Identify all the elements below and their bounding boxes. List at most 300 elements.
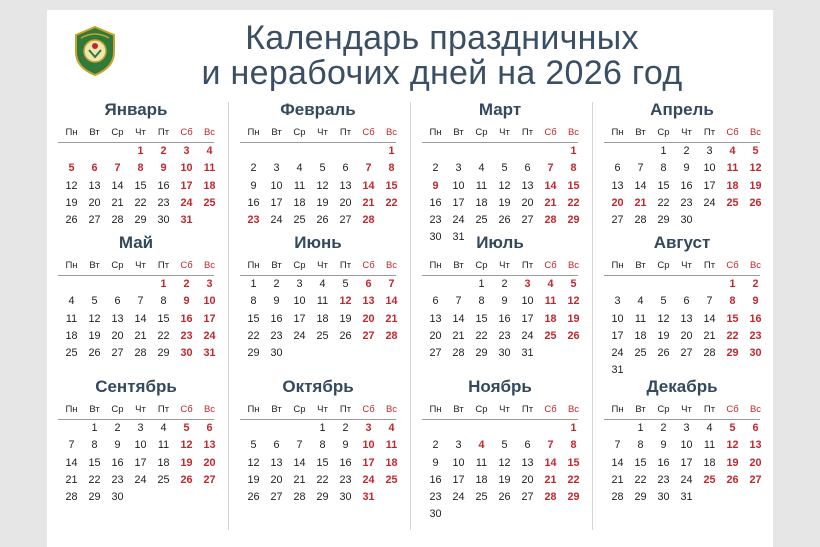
week-row [242, 455, 402, 472]
day-cell: 25 [475, 214, 488, 227]
column-divider [228, 102, 229, 530]
weekday-label: Вт [453, 260, 464, 272]
day-cell: 26 [726, 473, 739, 486]
day-cell: 20 [680, 329, 693, 342]
day-cell: 26 [498, 491, 511, 504]
weekday-header [60, 257, 220, 274]
day-cell: 21 [111, 196, 124, 209]
day-cell: 26 [247, 491, 260, 504]
day-cell: 20 [88, 196, 101, 209]
day-cell: 4 [296, 162, 303, 175]
day-cell: 16 [247, 196, 260, 209]
weekday-label: Вс [203, 404, 216, 416]
day-cell: 1 [637, 422, 644, 435]
day-cell: 29 [475, 347, 488, 360]
day-cell: 6 [342, 162, 349, 175]
day-cell: 31 [611, 364, 624, 377]
day-cell: 2 [501, 278, 508, 291]
day-cell: 9 [432, 456, 439, 469]
week-row [60, 293, 220, 310]
week-row [242, 293, 402, 310]
day-cell: 13 [362, 295, 375, 308]
day-cell: 26 [88, 347, 101, 360]
week-row [242, 160, 402, 177]
day-cell: 3 [706, 145, 713, 158]
weekday-label: Вт [635, 260, 646, 272]
day-cell: 14 [703, 312, 716, 325]
day-cell: 12 [88, 312, 101, 325]
day-cell: 28 [134, 347, 147, 360]
day-cell: 13 [749, 439, 762, 452]
day-cell: 2 [752, 278, 759, 291]
day-cell: 24 [452, 491, 465, 504]
week-row [60, 455, 220, 472]
day-cell: 25 [203, 196, 216, 209]
day-cell: 8 [250, 295, 257, 308]
day-cell: 11 [475, 456, 488, 469]
day-cell: 17 [703, 179, 716, 192]
day-cell: 15 [385, 179, 398, 192]
weekday-label: Вт [271, 127, 282, 139]
day-cell: 23 [247, 214, 260, 227]
day-cell: 29 [657, 214, 670, 227]
weekday-label: Ср [293, 127, 306, 139]
day-cell: 6 [752, 422, 759, 435]
day-cell: 13 [203, 439, 216, 452]
weekday-header [424, 401, 584, 418]
weekday-label: Вт [453, 404, 464, 416]
day-cell: 23 [749, 329, 762, 342]
day-cell: 22 [157, 329, 170, 342]
weekday-label: Сб [544, 260, 557, 272]
day-cell: 15 [247, 312, 260, 325]
day-cell: 6 [524, 439, 531, 452]
weekday-label: Чт [317, 404, 328, 416]
day-cell: 30 [111, 491, 124, 504]
day-cell: 25 [703, 473, 716, 486]
day-cell: 27 [111, 347, 124, 360]
week-row [424, 489, 584, 506]
day-cell: 7 [137, 295, 144, 308]
day-cell: 8 [660, 162, 667, 175]
day-cell: 11 [293, 179, 306, 192]
day-cell: 14 [544, 456, 557, 469]
day-cell: 30 [270, 347, 283, 360]
month-name: Август [653, 233, 711, 252]
day-cell: 15 [134, 179, 147, 192]
day-cell: 16 [429, 473, 442, 486]
day-cell: 31 [452, 231, 465, 244]
day-cell: 2 [250, 162, 257, 175]
day-cell: 25 [634, 347, 647, 360]
weekday-header [424, 124, 584, 141]
day-cell: 6 [114, 295, 121, 308]
day-cell: 4 [478, 439, 485, 452]
day-cell: 19 [247, 473, 260, 486]
weekday-label: Пт [703, 127, 716, 139]
day-cell: 16 [339, 456, 352, 469]
day-cell: 10 [680, 439, 693, 452]
day-cell: 8 [388, 162, 395, 175]
day-cell: 9 [273, 295, 280, 308]
week-row [242, 195, 402, 212]
weekday-label: Чт [135, 127, 146, 139]
weekday-label: Вс [749, 127, 762, 139]
weekday-label: Пн [429, 404, 442, 416]
day-cell: 19 [657, 329, 670, 342]
weekday-label: Чт [317, 260, 328, 272]
week-row [606, 345, 766, 362]
day-cell: 26 [316, 214, 329, 227]
day-cell: 5 [752, 145, 759, 158]
day-cell: 1 [91, 422, 98, 435]
day-cell: 15 [634, 456, 647, 469]
day-cell: 21 [65, 473, 78, 486]
day-cell: 15 [316, 456, 329, 469]
weekday-label: Пт [521, 127, 534, 139]
day-cell: 19 [749, 179, 762, 192]
day-cell: 25 [293, 214, 306, 227]
week-row [60, 472, 220, 489]
day-cell: 17 [521, 312, 534, 325]
day-cell: 8 [570, 162, 577, 175]
day-cell: 23 [429, 491, 442, 504]
day-cell: 5 [501, 162, 508, 175]
day-cell: 28 [544, 491, 557, 504]
weekday-label: Сб [726, 260, 739, 272]
day-cell: 3 [455, 439, 462, 452]
day-cell: 6 [365, 278, 372, 291]
month-block [52, 100, 220, 229]
weekday-label: Пн [611, 260, 624, 272]
day-cell: 5 [319, 162, 326, 175]
day-cell: 22 [316, 473, 329, 486]
day-cell: 10 [270, 179, 283, 192]
day-cell: 28 [111, 214, 124, 227]
day-cell: 21 [385, 312, 398, 325]
month-name: Июль [476, 233, 524, 252]
day-cell: 10 [703, 162, 716, 175]
month-block [598, 377, 766, 506]
day-cell: 7 [68, 439, 75, 452]
week-row [606, 437, 766, 454]
day-cell: 13 [88, 179, 101, 192]
day-cell: 27 [203, 473, 216, 486]
week-row [606, 143, 766, 160]
weekday-label: Чт [681, 260, 692, 272]
day-cell: 1 [319, 422, 326, 435]
day-cell: 14 [293, 456, 306, 469]
day-cell: 8 [637, 439, 644, 452]
weekday-label: Ср [475, 260, 488, 272]
week-row [424, 506, 584, 523]
day-cell: 23 [270, 329, 283, 342]
week-row [606, 311, 766, 328]
day-cell: 17 [611, 329, 624, 342]
day-cell: 28 [611, 491, 624, 504]
day-cell: 23 [157, 196, 170, 209]
weekday-label: Вс [567, 260, 580, 272]
weekday-label: Сб [362, 260, 375, 272]
day-cell: 21 [544, 196, 557, 209]
day-cell: 18 [157, 456, 170, 469]
day-cell: 8 [729, 295, 736, 308]
day-cell: 20 [521, 196, 534, 209]
week-row [606, 160, 766, 177]
weekday-label: Чт [135, 404, 146, 416]
week-row [424, 420, 584, 437]
day-cell: 21 [634, 196, 647, 209]
day-cell: 17 [452, 196, 465, 209]
day-cell: 14 [611, 456, 624, 469]
day-cell: 12 [339, 295, 352, 308]
day-cell: 3 [137, 422, 144, 435]
day-cell: 31 [680, 491, 693, 504]
week-row [242, 420, 402, 437]
weekday-label: Ср [657, 260, 670, 272]
day-cell: 19 [498, 196, 511, 209]
day-cell: 23 [339, 473, 352, 486]
day-cell: 22 [657, 196, 670, 209]
day-cell: 18 [293, 196, 306, 209]
weekday-label: Сб [180, 127, 193, 139]
day-cell: 12 [726, 439, 739, 452]
week-row [60, 311, 220, 328]
page-title-line-2: и нерабочих дней на 2026 год [201, 54, 683, 92]
week-row [424, 472, 584, 489]
day-cell: 25 [316, 329, 329, 342]
day-cell: 6 [273, 439, 280, 452]
weekday-label: Вт [635, 127, 646, 139]
day-cell: 16 [111, 456, 124, 469]
weekday-label: Ср [111, 127, 124, 139]
day-cell: 2 [432, 162, 439, 175]
day-cell: 6 [683, 295, 690, 308]
day-cell: 18 [475, 473, 488, 486]
day-cell: 8 [160, 295, 167, 308]
week-row [606, 178, 766, 195]
weekday-label: Вт [89, 404, 100, 416]
month-name: Февраль [280, 100, 356, 119]
month-block [598, 233, 766, 379]
day-cell: 4 [319, 278, 326, 291]
day-cell: 23 [111, 473, 124, 486]
day-cell: 7 [114, 162, 121, 175]
day-cell: 15 [157, 312, 170, 325]
week-row [424, 276, 584, 293]
weekday-label: Вс [203, 260, 216, 272]
day-cell: 31 [521, 347, 534, 360]
day-cell: 12 [316, 179, 329, 192]
day-cell: 4 [706, 422, 713, 435]
day-cell: 24 [203, 329, 216, 342]
day-cell: 8 [137, 162, 144, 175]
weekday-label: Пт [703, 404, 716, 416]
day-cell: 20 [203, 456, 216, 469]
day-cell: 16 [180, 312, 193, 325]
weekday-label: Пн [429, 260, 442, 272]
week-row [424, 328, 584, 345]
week-row [606, 293, 766, 310]
month-block [234, 377, 402, 506]
weekday-label: Ср [111, 404, 124, 416]
week-row [424, 143, 584, 160]
week-row [242, 276, 402, 293]
week-row [60, 276, 220, 293]
day-cell: 15 [475, 312, 488, 325]
day-cell: 22 [634, 473, 647, 486]
day-cell: 26 [65, 214, 78, 227]
month-name: Март [478, 100, 522, 119]
day-cell: 16 [680, 179, 693, 192]
day-cell: 30 [749, 347, 762, 360]
day-cell: 6 [206, 422, 213, 435]
day-cell: 16 [157, 179, 170, 192]
weekday-label: Пт [157, 404, 170, 416]
day-cell: 8 [319, 439, 326, 452]
week-row [606, 276, 766, 293]
day-cell: 7 [547, 439, 554, 452]
weekday-label: Вс [749, 404, 762, 416]
month-name: Сентябрь [95, 377, 177, 396]
day-cell: 5 [501, 439, 508, 452]
day-cell: 3 [273, 162, 280, 175]
month-name: Январь [104, 100, 168, 119]
day-cell: 11 [726, 162, 739, 175]
day-cell: 9 [160, 162, 167, 175]
week-row [60, 420, 220, 437]
day-cell: 27 [88, 214, 101, 227]
day-cell: 18 [726, 179, 739, 192]
day-cell: 28 [362, 214, 375, 227]
weekday-label: Сб [726, 404, 739, 416]
weekday-label: Чт [317, 127, 328, 139]
day-cell: 6 [524, 162, 531, 175]
week-row [60, 212, 220, 229]
week-row [424, 311, 584, 328]
day-cell: 15 [567, 179, 580, 192]
day-cell: 9 [683, 162, 690, 175]
day-cell: 30 [429, 508, 442, 521]
day-cell: 6 [614, 162, 621, 175]
day-cell: 3 [296, 278, 303, 291]
day-cell: 2 [683, 145, 690, 158]
day-cell: 17 [362, 456, 375, 469]
day-cell: 27 [611, 214, 624, 227]
weekday-label: Чт [681, 404, 692, 416]
day-cell: 27 [429, 347, 442, 360]
day-cell: 23 [680, 196, 693, 209]
day-cell: 18 [703, 456, 716, 469]
weekday-label: Пн [611, 404, 624, 416]
day-cell: 30 [180, 347, 193, 360]
day-cell: 15 [88, 456, 101, 469]
weekday-header [606, 401, 766, 418]
day-cell: 11 [316, 295, 329, 308]
day-cell: 16 [498, 312, 511, 325]
day-cell: 20 [270, 473, 283, 486]
day-cell: 4 [729, 145, 736, 158]
day-cell: 4 [160, 422, 167, 435]
day-cell: 9 [114, 439, 121, 452]
day-cell: 11 [203, 162, 216, 175]
day-cell: 21 [362, 196, 375, 209]
day-cell: 7 [365, 162, 372, 175]
week-row [606, 489, 766, 506]
week-row [424, 455, 584, 472]
day-cell: 11 [634, 312, 647, 325]
week-row [424, 195, 584, 212]
day-cell: 8 [478, 295, 485, 308]
day-cell: 14 [385, 295, 398, 308]
week-row [60, 345, 220, 362]
day-cell: 22 [385, 196, 398, 209]
week-row [606, 212, 766, 229]
day-cell: 21 [134, 329, 147, 342]
day-cell: 18 [316, 312, 329, 325]
month-block [416, 100, 584, 246]
day-cell: 19 [88, 329, 101, 342]
weekday-label: Сб [544, 127, 557, 139]
weekday-label: Пн [247, 127, 260, 139]
day-cell: 30 [680, 214, 693, 227]
day-cell: 5 [250, 439, 257, 452]
day-cell: 20 [111, 329, 124, 342]
week-row [606, 420, 766, 437]
day-cell: 17 [270, 196, 283, 209]
day-cell: 23 [180, 329, 193, 342]
day-cell: 21 [544, 473, 557, 486]
day-cell: 10 [362, 439, 375, 452]
weekday-label: Вс [567, 404, 580, 416]
day-cell: 9 [342, 439, 349, 452]
day-cell: 13 [429, 312, 442, 325]
weekday-label: Вс [567, 127, 580, 139]
day-cell: 14 [134, 312, 147, 325]
day-cell: 1 [660, 145, 667, 158]
day-cell: 28 [293, 491, 306, 504]
week-row [606, 195, 766, 212]
day-cell: 6 [432, 295, 439, 308]
day-cell: 23 [498, 329, 511, 342]
day-cell: 30 [498, 347, 511, 360]
day-cell: 20 [339, 196, 352, 209]
weekday-label: Пт [521, 260, 534, 272]
week-row [424, 178, 584, 195]
weekday-label: Пт [703, 260, 716, 272]
day-cell: 2 [183, 278, 190, 291]
day-cell: 5 [729, 422, 736, 435]
day-cell: 27 [521, 214, 534, 227]
day-cell: 18 [203, 179, 216, 192]
month-block [416, 233, 584, 362]
day-cell: 7 [296, 439, 303, 452]
weekday-header [242, 257, 402, 274]
weekday-label: Пт [521, 404, 534, 416]
day-cell: 22 [134, 196, 147, 209]
day-cell: 17 [134, 456, 147, 469]
month-block [416, 377, 584, 523]
day-cell: 11 [385, 439, 398, 452]
day-cell: 3 [206, 278, 213, 291]
day-cell: 2 [160, 145, 167, 158]
day-cell: 16 [749, 312, 762, 325]
week-row [242, 143, 402, 160]
day-cell: 26 [657, 347, 670, 360]
day-cell: 24 [362, 473, 375, 486]
day-cell: 9 [250, 179, 257, 192]
weekday-label: Ср [475, 404, 488, 416]
